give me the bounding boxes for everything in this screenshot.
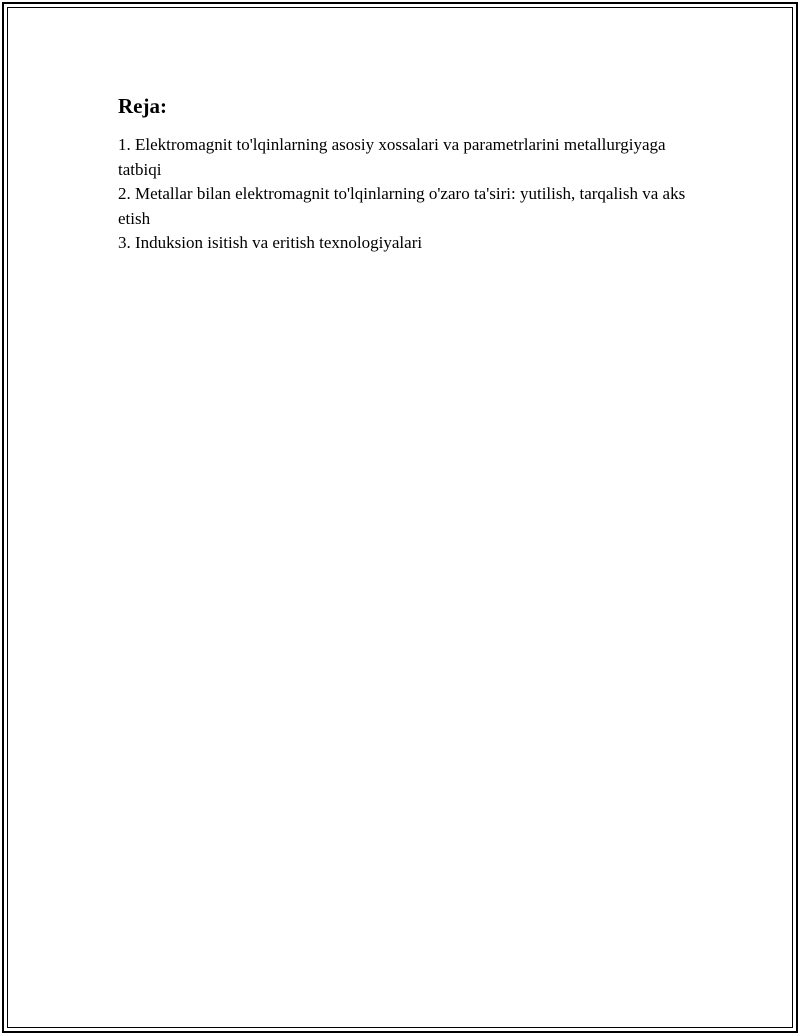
plan-item-text: Metallar bilan elektromagnit to'lqinlarning o'zaro ta'siri: yutilish, tarqalish va aks etish [118, 184, 686, 228]
plan-item-text: Induksion isitish va eritish texnologiyalari [135, 233, 423, 252]
plan-item-1 [118, 133, 698, 182]
plan-list [118, 133, 698, 256]
plan-item-text: Elektromagnit to'lqinlarning asosiy xossalari va parametrlarini metallurgiyaga tatbiqi [118, 135, 666, 179]
plan-item-number: 2. [118, 184, 131, 203]
plan-item-2 [118, 182, 698, 231]
document-content [118, 94, 698, 256]
plan-item-number: 1. [118, 135, 131, 154]
plan-item-number: 3. [118, 233, 131, 252]
plan-heading: Reja: [118, 94, 167, 118]
plan-item-3 [118, 231, 698, 256]
